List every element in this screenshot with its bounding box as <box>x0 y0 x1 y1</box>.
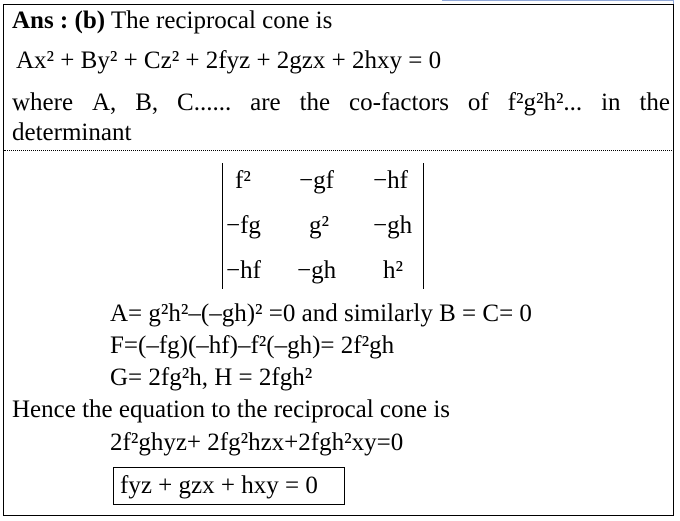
det-cell-3-2: −gh <box>297 257 337 284</box>
where-continuation: determinant <box>12 119 132 146</box>
det-cell-1-1: f² <box>235 167 251 194</box>
cone-equation: Ax² + By² + Cz² + 2fyz + 2gzx + 2hxy = 0 <box>16 47 442 74</box>
where-word: co-factors <box>349 89 449 116</box>
where-word: in <box>601 89 621 116</box>
hence-text: Hence the equation to the reciprocal cone is <box>12 396 451 423</box>
statement-text: The reciprocal cone is <box>110 7 333 34</box>
where-word: where <box>12 89 74 116</box>
result-a: A= g²h²–(–gh)² =0 and similarly B = C= 0 <box>110 300 532 327</box>
where-line <box>12 88 670 118</box>
where-word: the <box>299 89 331 116</box>
det-cell-2-1: −fg <box>226 212 261 239</box>
result-g-h: G= 2fg²h, H = 2fgh² <box>110 364 313 391</box>
where-word: A, <box>91 89 117 116</box>
det-cell-2-2: g² <box>309 212 329 239</box>
where-word: f²g²h²... <box>507 89 583 116</box>
det-cell-3-1: −hf <box>226 257 261 284</box>
where-word: C...... <box>177 89 232 116</box>
where-word: B, <box>135 89 159 116</box>
det-cell-2-3: −gh <box>373 212 413 239</box>
where-word: are <box>250 89 281 116</box>
determinant-matrix <box>222 163 424 289</box>
expanded-equation: 2f²ghyz+ 2fg²hzx+2fgh²xy=0 <box>110 429 404 456</box>
where-word: of <box>467 89 489 116</box>
ans-label: Ans : <box>12 7 69 34</box>
det-cell-1-2: −gf <box>299 167 334 194</box>
dotted-divider <box>4 150 672 151</box>
det-cell-1-3: −hf <box>373 167 408 194</box>
det-cell-3-3: h² <box>383 257 403 284</box>
final-answer-box: fyz + gzx + hxy = 0 <box>113 467 345 505</box>
option-label: (b) <box>74 7 106 34</box>
result-f: F=(–fg)(–hf)–f²(–gh)= 2f²gh <box>110 332 395 359</box>
where-word: the <box>639 89 670 116</box>
answer-heading <box>12 6 332 36</box>
